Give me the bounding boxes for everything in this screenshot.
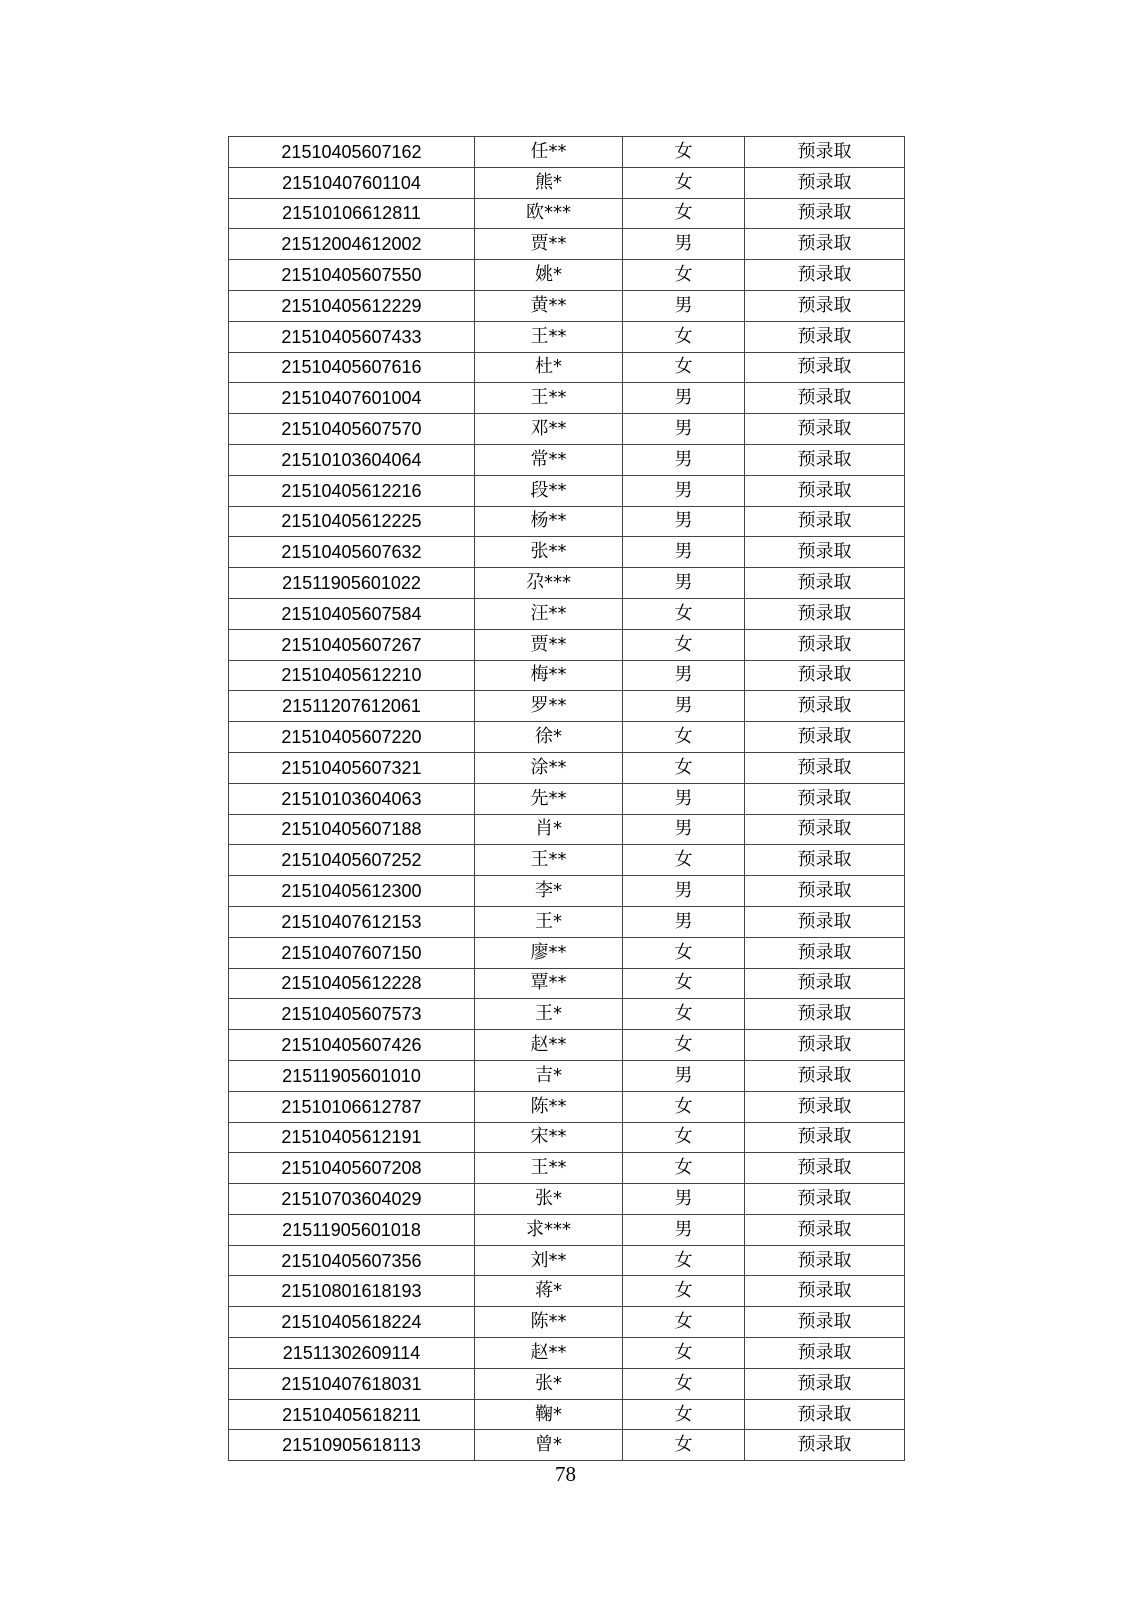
- student-name-cell: 王**: [475, 845, 623, 876]
- student-name-cell: 求***: [475, 1214, 623, 1245]
- admission-status-cell: 预录取: [745, 752, 905, 783]
- table-row: [229, 1122, 905, 1153]
- gender-cell: 女: [623, 260, 745, 291]
- candidate-id-cell: 21510405607188: [229, 814, 475, 845]
- admission-status-cell: 预录取: [745, 660, 905, 691]
- table-row: [229, 321, 905, 352]
- student-name-cell: 曾*: [475, 1430, 623, 1461]
- gender-cell: 男: [623, 660, 745, 691]
- student-name-cell: 陈**: [475, 1091, 623, 1122]
- gender-cell: 女: [623, 1430, 745, 1461]
- student-name-cell: 罗**: [475, 691, 623, 722]
- table-row: [229, 1245, 905, 1276]
- admission-status-cell: 预录取: [745, 1276, 905, 1307]
- table-row: [229, 752, 905, 783]
- gender-cell: 男: [623, 290, 745, 321]
- student-name-cell: 欧***: [475, 198, 623, 229]
- student-name-cell: 梅**: [475, 660, 623, 691]
- gender-cell: 女: [623, 999, 745, 1030]
- candidate-id-cell: 21510405607356: [229, 1245, 475, 1276]
- candidate-id-cell: 21510405607426: [229, 1030, 475, 1061]
- admission-status-cell: 预录取: [745, 1368, 905, 1399]
- gender-cell: 男: [623, 906, 745, 937]
- candidate-id-cell: 21510405607584: [229, 598, 475, 629]
- admission-status-cell: 预录取: [745, 1430, 905, 1461]
- table-row: [229, 906, 905, 937]
- table-row: [229, 722, 905, 753]
- candidate-id-cell: 21512004612002: [229, 229, 475, 260]
- gender-cell: 女: [623, 1276, 745, 1307]
- admission-status-cell: 预录取: [745, 475, 905, 506]
- gender-cell: 男: [623, 568, 745, 599]
- gender-cell: 男: [623, 876, 745, 907]
- admission-status-cell: 预录取: [745, 167, 905, 198]
- candidate-id-cell: 21510407607150: [229, 937, 475, 968]
- student-name-cell: 先**: [475, 783, 623, 814]
- student-name-cell: 蒋*: [475, 1276, 623, 1307]
- admission-status-cell: 预录取: [745, 321, 905, 352]
- admission-status-cell: 预录取: [745, 383, 905, 414]
- candidate-id-cell: 21510405607267: [229, 629, 475, 660]
- candidate-id-cell: 21510405607616: [229, 352, 475, 383]
- table-row: [229, 1184, 905, 1215]
- gender-cell: 男: [623, 475, 745, 506]
- roster-table-body: [229, 137, 905, 1461]
- admission-status-cell: 预录取: [745, 906, 905, 937]
- student-name-cell: 张*: [475, 1184, 623, 1215]
- candidate-id-cell: 21510801618193: [229, 1276, 475, 1307]
- admission-status-cell: 预录取: [745, 937, 905, 968]
- admission-status-cell: 预录取: [745, 290, 905, 321]
- gender-cell: 女: [623, 937, 745, 968]
- gender-cell: 男: [623, 783, 745, 814]
- gender-cell: 女: [623, 1122, 745, 1153]
- admission-status-cell: 预录取: [745, 444, 905, 475]
- student-name-cell: 姚*: [475, 260, 623, 291]
- table-row: [229, 1153, 905, 1184]
- student-name-cell: 王**: [475, 383, 623, 414]
- table-row: [229, 937, 905, 968]
- admission-status-cell: 预录取: [745, 260, 905, 291]
- admission-status-cell: 预录取: [745, 1060, 905, 1091]
- admission-status-cell: 预录取: [745, 1153, 905, 1184]
- gender-cell: 女: [623, 1368, 745, 1399]
- admission-status-cell: 预录取: [745, 722, 905, 753]
- table-row: [229, 290, 905, 321]
- gender-cell: 女: [623, 321, 745, 352]
- student-name-cell: 段**: [475, 475, 623, 506]
- student-name-cell: 陈**: [475, 1307, 623, 1338]
- student-name-cell: 吉*: [475, 1060, 623, 1091]
- admission-status-cell: 预录取: [745, 814, 905, 845]
- gender-cell: 男: [623, 537, 745, 568]
- student-name-cell: 黄**: [475, 290, 623, 321]
- candidate-id-cell: 21510405607550: [229, 260, 475, 291]
- gender-cell: 女: [623, 137, 745, 168]
- table-row: [229, 814, 905, 845]
- gender-cell: 男: [623, 814, 745, 845]
- candidate-id-cell: 21510405618224: [229, 1307, 475, 1338]
- student-name-cell: 赵**: [475, 1338, 623, 1369]
- admission-status-cell: 预录取: [745, 968, 905, 999]
- candidate-id-cell: 21510405607321: [229, 752, 475, 783]
- student-name-cell: 杜*: [475, 352, 623, 383]
- table-row: [229, 876, 905, 907]
- student-name-cell: 熊*: [475, 167, 623, 198]
- candidate-id-cell: 21510405607632: [229, 537, 475, 568]
- gender-cell: 女: [623, 1338, 745, 1369]
- candidate-id-cell: 21510103604064: [229, 444, 475, 475]
- candidate-id-cell: 21510106612811: [229, 198, 475, 229]
- candidate-id-cell: 21510405612210: [229, 660, 475, 691]
- admission-status-cell: 预录取: [745, 568, 905, 599]
- student-name-cell: 肖*: [475, 814, 623, 845]
- student-name-cell: 杨**: [475, 506, 623, 537]
- table-row: [229, 999, 905, 1030]
- candidate-id-cell: 21510405612225: [229, 506, 475, 537]
- candidate-id-cell: 21510407612153: [229, 906, 475, 937]
- admission-status-cell: 预录取: [745, 1184, 905, 1215]
- table-row: [229, 229, 905, 260]
- admission-status-cell: 预录取: [745, 876, 905, 907]
- admission-status-cell: 预录取: [745, 352, 905, 383]
- admission-status-cell: 预录取: [745, 537, 905, 568]
- gender-cell: 女: [623, 752, 745, 783]
- gender-cell: 男: [623, 1214, 745, 1245]
- table-row: [229, 845, 905, 876]
- gender-cell: 女: [623, 1030, 745, 1061]
- gender-cell: 女: [623, 968, 745, 999]
- admission-status-cell: 预录取: [745, 999, 905, 1030]
- candidate-id-cell: 21510405612300: [229, 876, 475, 907]
- candidate-id-cell: 21510106612787: [229, 1091, 475, 1122]
- student-name-cell: 王*: [475, 906, 623, 937]
- candidate-id-cell: 21511905601018: [229, 1214, 475, 1245]
- student-name-cell: 尕***: [475, 568, 623, 599]
- table-row: [229, 1060, 905, 1091]
- admission-status-cell: 预录取: [745, 137, 905, 168]
- student-name-cell: 刘**: [475, 1245, 623, 1276]
- admission-status-cell: 预录取: [745, 1245, 905, 1276]
- admission-status-cell: 预录取: [745, 1338, 905, 1369]
- table-row: [229, 537, 905, 568]
- table-row: [229, 414, 905, 445]
- candidate-id-cell: 21510405607162: [229, 137, 475, 168]
- candidate-id-cell: 21510405607573: [229, 999, 475, 1030]
- student-name-cell: 王**: [475, 1153, 623, 1184]
- table-row: [229, 1368, 905, 1399]
- candidate-id-cell: 21510407601004: [229, 383, 475, 414]
- candidate-id-cell: 21510407601104: [229, 167, 475, 198]
- gender-cell: 女: [623, 167, 745, 198]
- candidate-id-cell: 21511905601022: [229, 568, 475, 599]
- admission-status-cell: 预录取: [745, 1030, 905, 1061]
- table-row: [229, 1214, 905, 1245]
- candidate-id-cell: 21510405607570: [229, 414, 475, 445]
- admission-status-cell: 预录取: [745, 506, 905, 537]
- gender-cell: 女: [623, 352, 745, 383]
- candidate-id-cell: 21510405607208: [229, 1153, 475, 1184]
- candidate-id-cell: 21511207612061: [229, 691, 475, 722]
- admission-status-cell: 预录取: [745, 1122, 905, 1153]
- admission-status-cell: 预录取: [745, 598, 905, 629]
- candidate-id-cell: 21510405607433: [229, 321, 475, 352]
- gender-cell: 女: [623, 845, 745, 876]
- table-row: [229, 260, 905, 291]
- student-name-cell: 贾**: [475, 229, 623, 260]
- admission-status-cell: 预录取: [745, 783, 905, 814]
- table-row: [229, 506, 905, 537]
- table-row: [229, 1091, 905, 1122]
- student-name-cell: 廖**: [475, 937, 623, 968]
- admission-roster-table: [228, 136, 905, 1461]
- admission-status-cell: 预录取: [745, 1214, 905, 1245]
- student-name-cell: 常**: [475, 444, 623, 475]
- table-row: [229, 383, 905, 414]
- gender-cell: 女: [623, 1153, 745, 1184]
- student-name-cell: 任**: [475, 137, 623, 168]
- student-name-cell: 赵**: [475, 1030, 623, 1061]
- gender-cell: 女: [623, 1307, 745, 1338]
- table-row: [229, 352, 905, 383]
- table-row: [229, 198, 905, 229]
- table-row: [229, 137, 905, 168]
- gender-cell: 男: [623, 506, 745, 537]
- gender-cell: 男: [623, 383, 745, 414]
- admission-status-cell: 预录取: [745, 691, 905, 722]
- student-name-cell: 宋**: [475, 1122, 623, 1153]
- student-name-cell: 汪**: [475, 598, 623, 629]
- admission-status-cell: 预录取: [745, 198, 905, 229]
- student-name-cell: 邓**: [475, 414, 623, 445]
- table-row: [229, 691, 905, 722]
- table-row: [229, 783, 905, 814]
- gender-cell: 男: [623, 444, 745, 475]
- gender-cell: 女: [623, 198, 745, 229]
- student-name-cell: 贾**: [475, 629, 623, 660]
- admission-status-cell: 预录取: [745, 1307, 905, 1338]
- table-row: [229, 660, 905, 691]
- candidate-id-cell: 21510407618031: [229, 1368, 475, 1399]
- gender-cell: 女: [623, 1091, 745, 1122]
- candidate-id-cell: 21510103604063: [229, 783, 475, 814]
- student-name-cell: 覃**: [475, 968, 623, 999]
- gender-cell: 男: [623, 691, 745, 722]
- candidate-id-cell: 21510405607220: [229, 722, 475, 753]
- student-name-cell: 王**: [475, 321, 623, 352]
- candidate-id-cell: 21510703604029: [229, 1184, 475, 1215]
- gender-cell: 女: [623, 1399, 745, 1430]
- admission-status-cell: 预录取: [745, 414, 905, 445]
- table-row: [229, 1338, 905, 1369]
- table-row: [229, 1276, 905, 1307]
- candidate-id-cell: 21510405612216: [229, 475, 475, 506]
- gender-cell: 男: [623, 414, 745, 445]
- admission-status-cell: 预录取: [745, 629, 905, 660]
- student-name-cell: 鞠*: [475, 1399, 623, 1430]
- gender-cell: 男: [623, 1060, 745, 1091]
- admission-status-cell: 预录取: [745, 1091, 905, 1122]
- candidate-id-cell: 21510405618211: [229, 1399, 475, 1430]
- table-row: [229, 1307, 905, 1338]
- table-row: [229, 568, 905, 599]
- candidate-id-cell: 21510405612228: [229, 968, 475, 999]
- candidate-id-cell: 21510905618113: [229, 1430, 475, 1461]
- table-row: [229, 444, 905, 475]
- admission-status-cell: 预录取: [745, 845, 905, 876]
- gender-cell: 女: [623, 1245, 745, 1276]
- page-number: 78: [555, 1462, 576, 1486]
- student-name-cell: 涂**: [475, 752, 623, 783]
- table-row: [229, 475, 905, 506]
- gender-cell: 女: [623, 598, 745, 629]
- student-name-cell: 张**: [475, 537, 623, 568]
- gender-cell: 男: [623, 1184, 745, 1215]
- student-name-cell: 张*: [475, 1368, 623, 1399]
- gender-cell: 女: [623, 722, 745, 753]
- gender-cell: 男: [623, 229, 745, 260]
- candidate-id-cell: 21510405612191: [229, 1122, 475, 1153]
- gender-cell: 女: [623, 629, 745, 660]
- admission-status-cell: 预录取: [745, 229, 905, 260]
- admission-status-cell: 预录取: [745, 1399, 905, 1430]
- table-row: [229, 167, 905, 198]
- candidate-id-cell: 21511302609114: [229, 1338, 475, 1369]
- student-name-cell: 李*: [475, 876, 623, 907]
- table-row: [229, 1030, 905, 1061]
- student-name-cell: 徐*: [475, 722, 623, 753]
- candidate-id-cell: 21511905601010: [229, 1060, 475, 1091]
- table-row: [229, 629, 905, 660]
- table-row: [229, 1430, 905, 1461]
- table-row: [229, 598, 905, 629]
- table-row: [229, 968, 905, 999]
- student-name-cell: 王*: [475, 999, 623, 1030]
- candidate-id-cell: 21510405607252: [229, 845, 475, 876]
- table-row: [229, 1399, 905, 1430]
- candidate-id-cell: 21510405612229: [229, 290, 475, 321]
